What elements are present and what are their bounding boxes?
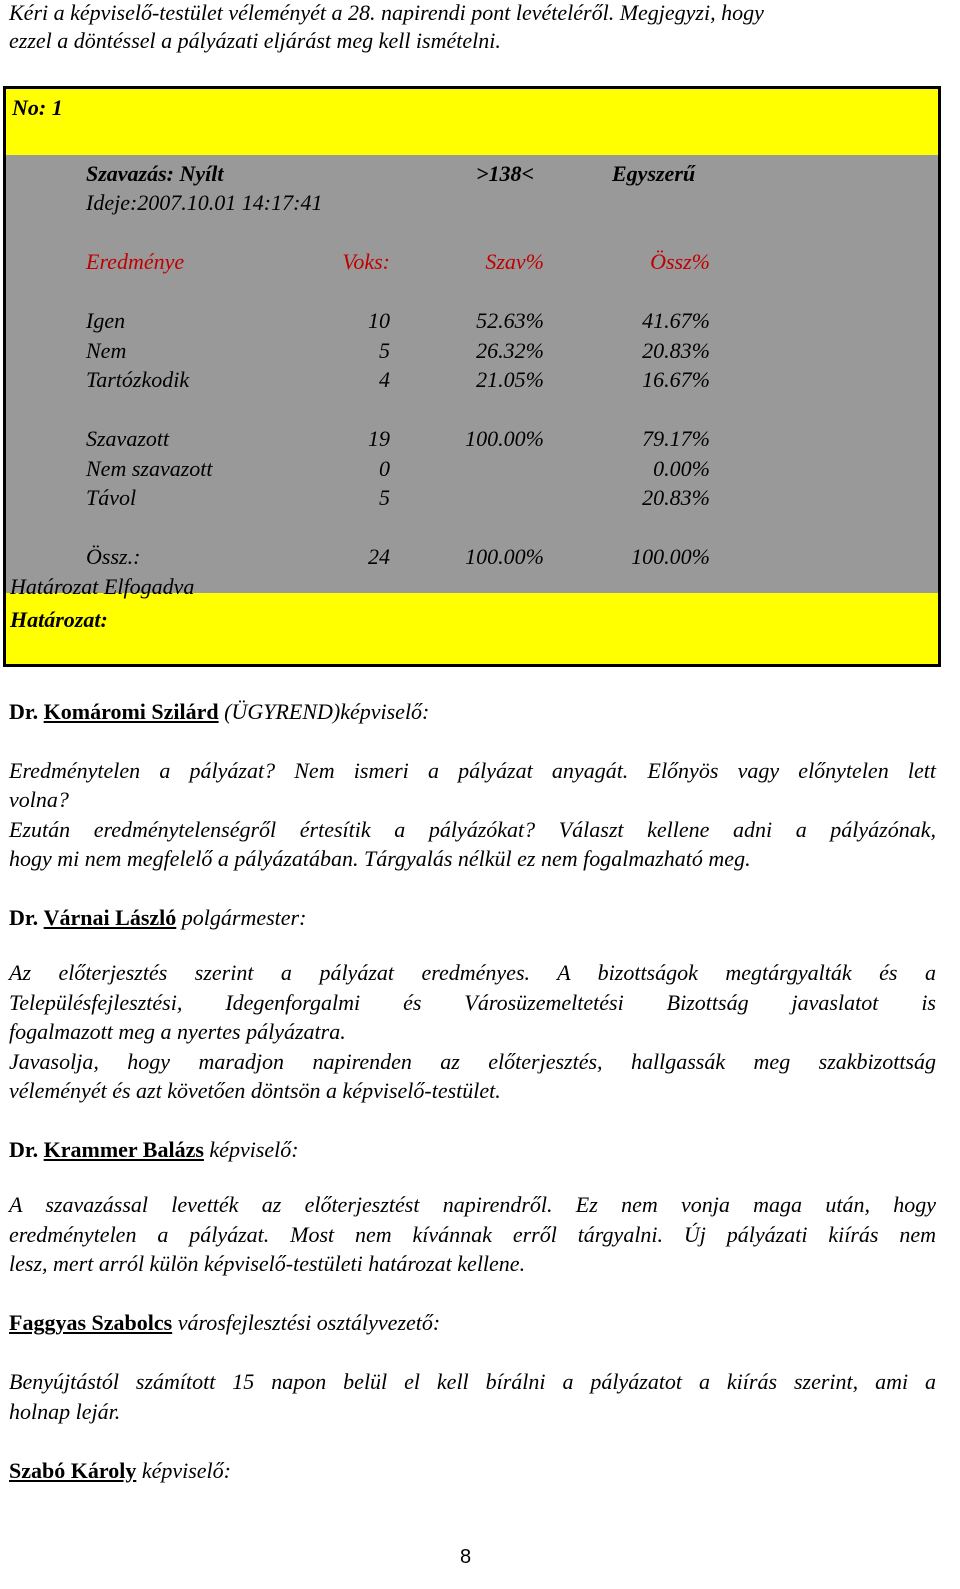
row-label: Távol (86, 485, 137, 510)
vote-code: >138< (476, 161, 535, 186)
row-votes: 10 (368, 308, 390, 333)
speaker-name: Szabó Károly (9, 1458, 137, 1483)
row-label: Szavazott (86, 426, 170, 451)
speaker-prefix: Dr. (9, 905, 39, 930)
speaker-role: (ÜGYREND)képviselő: (218, 699, 430, 724)
speaker-prefix: Dr. (9, 699, 39, 724)
vote-type: Szavazás: Nyílt (86, 161, 224, 186)
row-votes: 19 (368, 426, 390, 451)
paragraph-line: Az előterjesztés szerint a pályázat eredményes. A bizottságok megtárgyalták és a (9, 960, 936, 985)
row-votes: 4 (379, 367, 390, 392)
row-pct-voted: 26.32% (476, 338, 544, 363)
paragraph-line: volna? (9, 787, 69, 812)
speaker-name: Krammer Balázs (43, 1137, 204, 1162)
speaker-komaromi (9, 699, 429, 725)
row-pct-voted: 100.00% (465, 544, 544, 569)
speaker-role: képviselő: (136, 1458, 231, 1483)
row-pct-total: 16.67% (642, 367, 710, 392)
paragraph-line: lesz, mert arról külön képviselő-testületi határozat kellene. (9, 1251, 526, 1276)
header-pct-total: Össz% (650, 249, 710, 274)
page-number: 8 (460, 1546, 472, 1568)
vote-footer-band (6, 593, 938, 664)
header-result: Eredménye (86, 249, 185, 274)
paragraph-line: fogalmazott meg a nyertes pályázatra. (9, 1019, 346, 1044)
paragraph-line: A szavazással levették az előterjesztést napirendről. Ez nem vonja maga után, hogy (9, 1192, 936, 1217)
intro-line-1: Kéri a képviselő-testület véleményét a 28. napirendi pont levételéről. Megjegyzi, hogy (9, 0, 764, 25)
row-pct-voted: 21.05% (476, 367, 544, 392)
resolution-label: Határozat: (10, 607, 108, 632)
speaker-name: Várnai László (43, 905, 177, 930)
paragraph-line: hogy mi nem megfelelő a pályázatában. Tárgyalás nélkül ez nem fogalmazható meg. (9, 846, 751, 871)
speaker-name: Komáromi Szilárd (43, 699, 219, 724)
vote-mode: Egyszerű (612, 161, 696, 186)
header-votes: Voks: (342, 249, 390, 274)
row-pct-total: 20.83% (642, 485, 710, 510)
paragraph-line: Benyújtástól számított 15 napon belül el kell bírálni a pályázatot a kiírás szerint, ami a (9, 1369, 936, 1394)
speaker-faggyas (9, 1310, 440, 1336)
row-label: Össz.: (86, 544, 141, 569)
row-pct-voted: 100.00% (465, 426, 544, 451)
row-votes: 24 (368, 544, 390, 569)
paragraph-line: Ezután eredménytelenségről értesítik a pályázókat? Választ kellene adni a pályázónak, (9, 817, 936, 842)
row-label: Igen (86, 308, 126, 333)
vote-number: No: 1 (12, 95, 63, 120)
paragraph-line: Eredménytelen a pályázat? Nem ismeri a pályázat anyagát. Előnyös vagy előnytelen lett (9, 758, 936, 783)
row-votes: 0 (379, 456, 390, 481)
speaker-szabo (9, 1458, 231, 1484)
paragraph-line: Javasolja, hogy maradjon napirenden az előterjesztés, hallgassák meg szakbizottság (9, 1049, 936, 1074)
row-votes: 5 (379, 338, 390, 363)
vote-header-band (6, 89, 938, 155)
row-label: Nem szavazott (86, 456, 213, 481)
row-pct-total: 0.00% (653, 456, 710, 481)
speaker-prefix: Dr. (9, 1137, 39, 1162)
header-pct-voted: Szav% (485, 249, 544, 274)
speaker-role: polgármester: (176, 905, 307, 930)
speaker-role: képviselő: (203, 1137, 299, 1162)
paragraph-line: eredménytelen a pályázat. Most nem kívánnak erről tárgyalni. Új pályázati kiírás nem (9, 1222, 936, 1247)
paragraph-line: holnap lejár. (9, 1399, 121, 1424)
row-label: Nem (86, 338, 127, 363)
speaker-krammer (9, 1137, 299, 1163)
paragraph-line: véleményét és azt követően döntsön a képviselő-testület. (9, 1078, 501, 1103)
vote-outcome: Határozat Elfogadva (10, 574, 195, 599)
row-pct-total: 41.67% (642, 308, 710, 333)
row-pct-total: 20.83% (642, 338, 710, 363)
speaker-name: Faggyas Szabolcs (9, 1310, 173, 1335)
vote-time: Ideje:2007.10.01 14:17:41 (86, 190, 323, 215)
paragraph-line: Településfejlesztési, Idegenforgalmi és Városüzemeltetési Bizottság javaslatot is (9, 990, 936, 1015)
row-pct-voted: 52.63% (476, 308, 544, 333)
intro-line-2: ezzel a döntéssel a pályázati eljárást meg kell ismételni. (9, 28, 501, 53)
row-votes: 5 (379, 485, 390, 510)
speaker-role: városfejlesztési osztályvezető: (172, 1310, 441, 1335)
row-pct-total: 79.17% (642, 426, 710, 451)
row-pct-total: 100.00% (631, 544, 710, 569)
row-label: Tartózkodik (86, 367, 190, 392)
vote-result-box (3, 86, 941, 667)
speaker-varnai (9, 905, 306, 931)
